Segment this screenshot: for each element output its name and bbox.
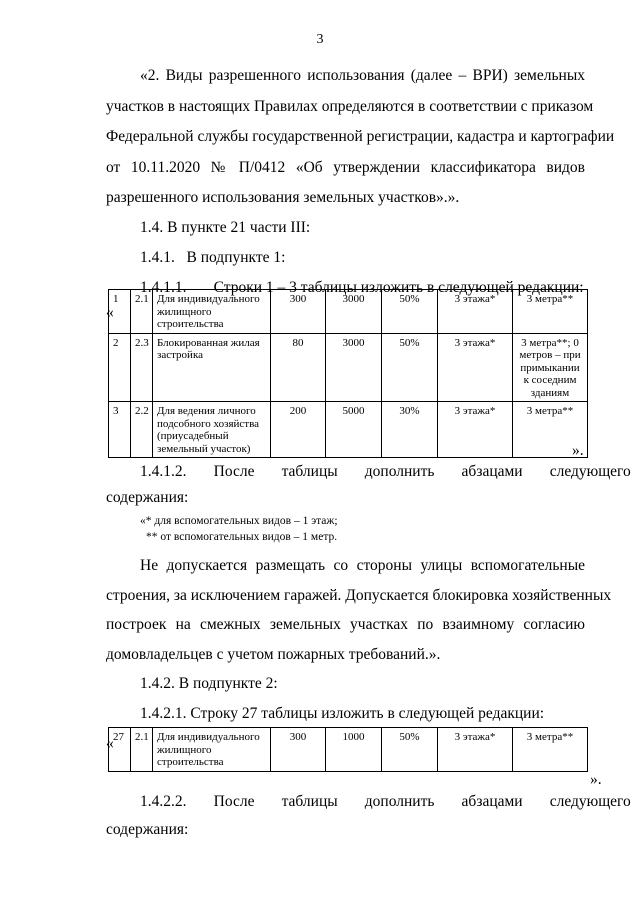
footnote-2: ** от вспомогательных видов – 1 метр. [146,531,338,543]
table1-r2-name: Блокированная жилая застройка [153,333,271,402]
para1-line2: участков в настоящих Правилах определяются в соответствии с приказом [106,98,594,115]
table-row [109,333,588,402]
table2-r1-offset: 3 метра** [513,728,588,772]
table1-r1-code: 2.1 [131,290,153,334]
table1-r3-code: 2.2 [131,402,153,458]
table1-r1-min: 300 [271,290,326,334]
table1-r2-code: 2.3 [131,333,153,402]
table-row [109,402,588,458]
table2-r1-floors: 3 этажа* [438,728,513,772]
footnote-1: «* для вспомогательных видов – 1 этаж; [140,515,338,527]
table1-r3-name: Для ведения личного подсобного хозяйства (приусадебный земельный участок) [153,402,271,458]
para1-line4: от 10.11.2020 № П/0412 «Об утверждении классификатора видов [106,159,585,176]
table1-r1-max: 3000 [326,290,382,334]
table1-r2-num: 2 [109,333,131,402]
open-quote-1: « [106,304,114,321]
table1-r3-pct: 30% [382,402,438,458]
table1-r2-floors: 3 этажа* [438,333,513,402]
table1-r2-max: 3000 [326,333,382,402]
para2-line1: Не допускается размещать со стороны улицы вспомогательные [140,557,585,574]
table-1 [108,289,588,458]
close-quote-1: ». [572,442,584,459]
table1-r2-min: 80 [271,333,326,402]
item-1-4-2-2-line1: 1.4.2.2. После таблицы дополнить абзацами следующего [140,793,631,810]
table2-r1-min: 300 [271,728,326,772]
table1-r2-offset: 3 метра**; 0 метров – при примыкании к соседним зданиям [513,333,588,402]
table1-r3-min: 200 [271,402,326,458]
table2-r1-num: 27 [109,728,131,772]
para2-line4: домовладельцев с учетом пожарных требований.». [106,646,441,663]
table-2 [108,727,588,772]
table1-r1-pct: 50% [382,290,438,334]
para2-line2: строения, за исключением гаражей. Допускается блокировка хозяйственных [106,587,612,604]
table1-r1-num: 1 [109,290,131,334]
table2-r1-name: Для индивидуального жилищного строительства [153,728,271,772]
para1-line1: «2. Виды разрешенного использования (далее – ВРИ) земельных [140,67,585,84]
table1-r3-floors: 3 этажа* [438,402,513,458]
item-1-4: 1.4. В пункте 21 части III: [140,219,311,236]
item-1-4-1-2-line2: содержания: [106,489,189,506]
table2-r1-code: 2.1 [131,728,153,772]
table1-r3-num: 3 [109,402,131,458]
table-row [109,290,588,334]
table1-r2-pct: 50% [382,333,438,402]
item-1-4-2-2-line2: содержания: [106,821,189,838]
item-1-4-1-2-line1: 1.4.1.2. После таблицы дополнить абзацами следующего [140,463,631,480]
para1-line3: Федеральной службы государственной регистрации, кадастра и картографии [106,128,615,145]
table2-r1-max: 1000 [326,728,382,772]
table1-r3-offset: 3 метра** [513,402,588,458]
para2-line3: построек на смежных земельных участках по взаимному согласию [106,616,585,633]
para1-line5: разрешенного использования земельных участков».». [106,189,460,206]
table1-r1-offset: 3 метра** [513,290,588,334]
table1-r1-floors: 3 этажа* [438,290,513,334]
item-1-4-2: 1.4.2. В подпункте 2: [140,675,278,692]
page-number: 3 [316,32,324,47]
table1-r3-max: 5000 [326,402,382,458]
item-1-4-2-1: 1.4.2.1. Строку 27 таблицы изложить в следующей редакции: [140,705,545,722]
open-quote-2: « [106,735,114,752]
close-quote-2: ». [590,771,602,788]
item-1-4-1: 1.4.1. В подпункте 1: [140,249,286,266]
table-row [109,728,588,772]
table2-r1-pct: 50% [382,728,438,772]
table1-r1-name: Для индивидуального жилищного строительства [153,290,271,334]
item-1-4-1-1: 1.4.1.1. Строки 1 – 3 таблицы изложить в следующей редакции: [140,279,584,296]
